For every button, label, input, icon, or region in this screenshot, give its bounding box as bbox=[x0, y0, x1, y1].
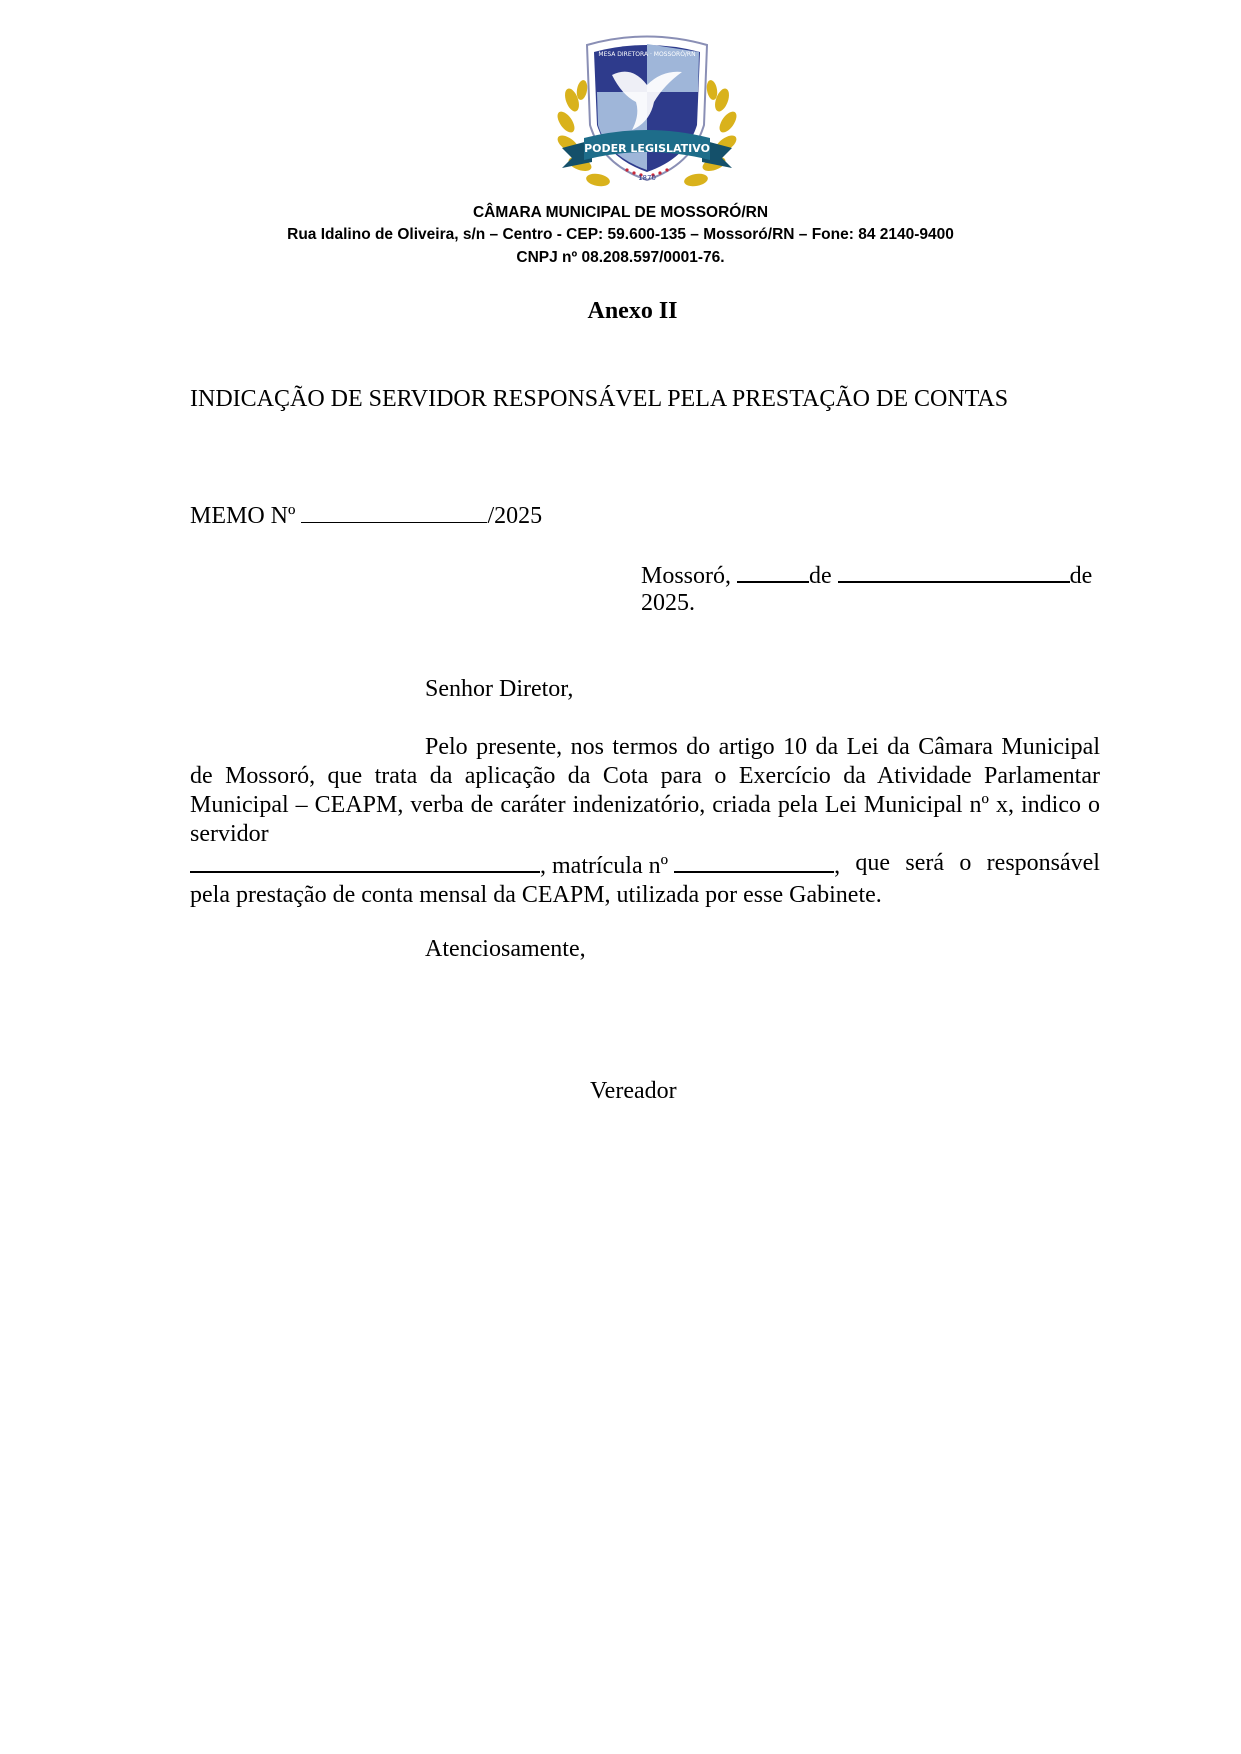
institution-name: CÂMARA MUNICIPAL DE MOSSORÓ/RN bbox=[472, 204, 769, 221]
body-end: pela prestação de conta mensal da CEAPM, utilizada por esse Gabinete. bbox=[190, 882, 882, 908]
memo-prefix: MEMO Nº bbox=[190, 503, 296, 529]
body-paragraph bbox=[190, 733, 1100, 910]
servant-line bbox=[190, 849, 1100, 881]
tail-comma: , bbox=[834, 853, 841, 879]
date-line bbox=[641, 559, 1092, 591]
body-text: Pelo presente, nos termos do artigo 10 da Lei da Câmara Municipal de Mossoró, que trata da aplicação da Cota para o Exercício da Atividade Parlamentar Municipal – CEAPM, verba de caráter indenizatório, criada pela Lei Municipal nº x, indico o servidor bbox=[190, 734, 1100, 847]
date-month-blank[interactable] bbox=[838, 559, 1070, 583]
seal-logo-icon bbox=[552, 30, 742, 200]
memo-number-line bbox=[190, 500, 542, 531]
date-day-blank[interactable] bbox=[737, 559, 809, 583]
closing: Atenciosamente, bbox=[425, 936, 586, 962]
tail-word-4: responsável bbox=[986, 850, 1100, 876]
date-city: Mossoró, bbox=[641, 563, 732, 589]
greeting: Senhor Diretor, bbox=[425, 676, 574, 702]
tail-word-2: será bbox=[905, 850, 945, 876]
institution-cnpj: CNPJ nº 08.208.597/0001-76. bbox=[516, 249, 725, 266]
servant-name-blank[interactable] bbox=[190, 849, 540, 873]
annex-title: Anexo II bbox=[587, 298, 678, 324]
date-year: 2025. bbox=[641, 590, 695, 616]
date-de-2: de bbox=[1069, 563, 1093, 589]
memo-number-blank[interactable] bbox=[301, 500, 487, 523]
svg-text:1870: 1870 bbox=[638, 174, 656, 182]
institution-address: Rua Idalino de Oliveira, s/n – Centro - CEP: 59.600-135 – Mossoró/RN – Fone: 84 2140-9400 bbox=[287, 226, 954, 243]
document-subject: INDICAÇÃO DE SERVIDOR RESPONSÁVEL PELA PRESTAÇÃO DE CONTAS bbox=[190, 386, 1009, 412]
tail-word-3: o bbox=[959, 850, 972, 876]
svg-text:MESA DIRETORA · MOSSORÓ/RN: MESA DIRETORA · MOSSORÓ/RN bbox=[598, 51, 696, 58]
date-de-1: de bbox=[809, 563, 832, 589]
svg-text:PODER LEGISLATIVO: PODER LEGISLATIVO bbox=[584, 142, 710, 155]
matricula-label: , matrícula nº bbox=[540, 853, 669, 879]
signer-title: Vereador bbox=[590, 1078, 677, 1104]
tail-word-1: que bbox=[855, 850, 891, 876]
matricula-blank[interactable] bbox=[674, 849, 834, 873]
memo-suffix: /2025 bbox=[487, 503, 543, 529]
